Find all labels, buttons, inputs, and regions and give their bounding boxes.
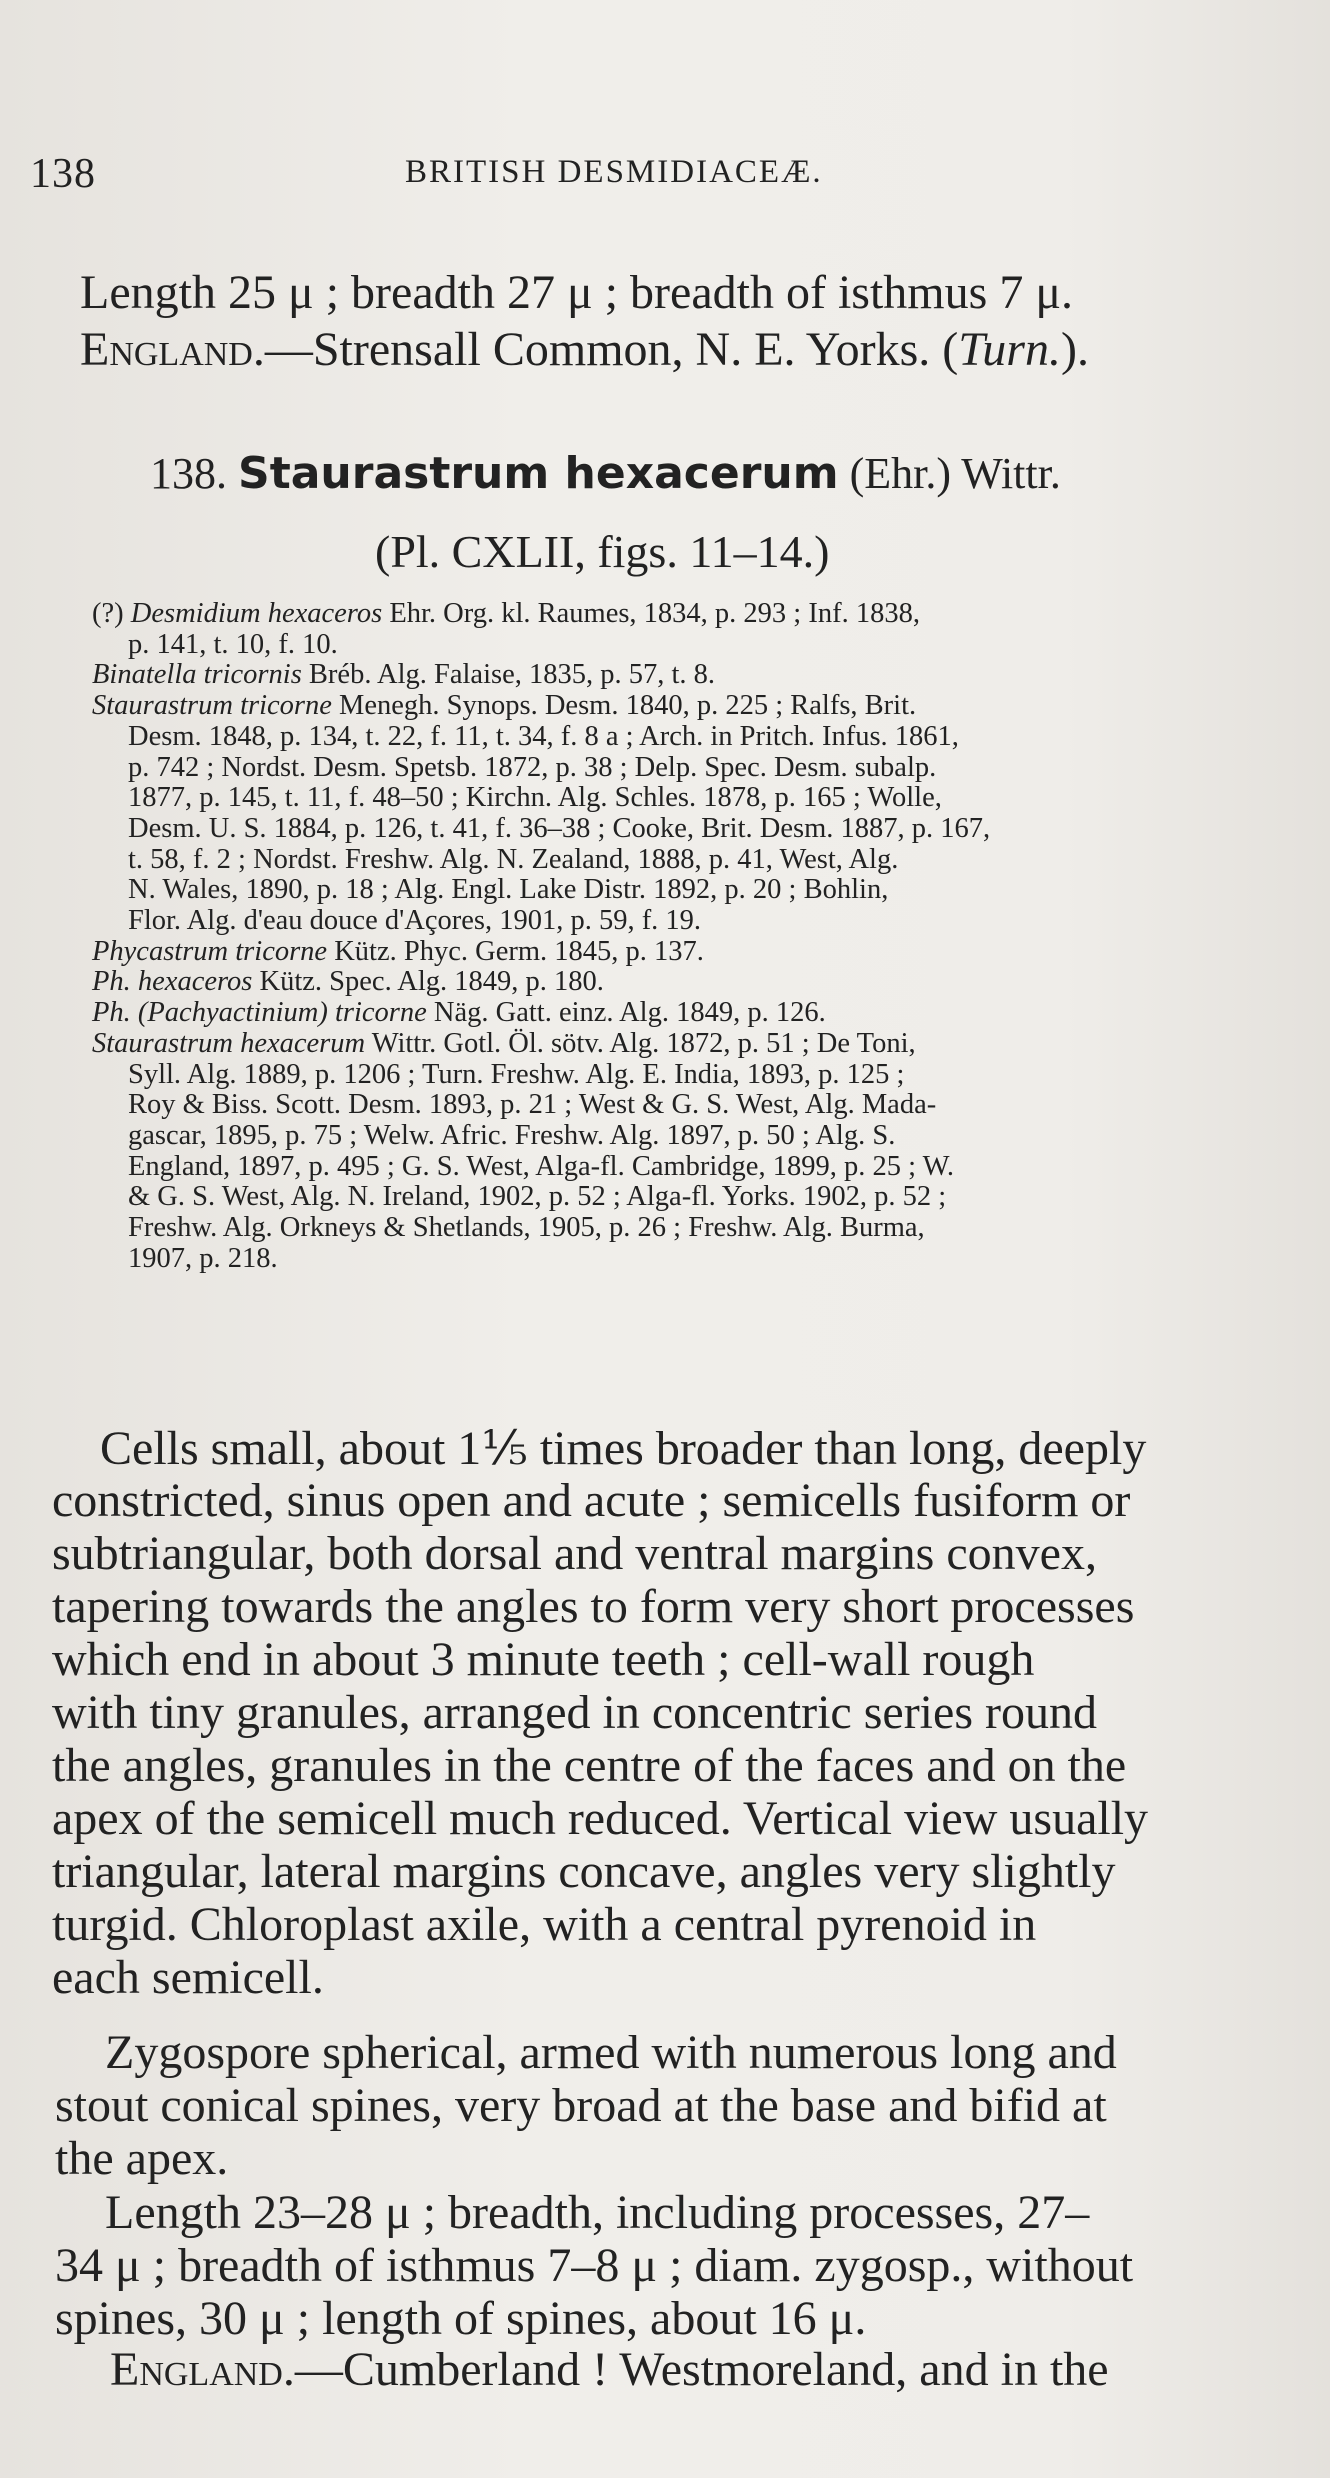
synonymy-line: 1907, p. 218. [128, 1242, 278, 1274]
synonymy-prefix: (?) [92, 598, 131, 629]
synonymy-line: N. Wales, 1890, p. 18 ; Alg. Engl. Lake Distr. 1892, p. 20 ; Bohlin, [128, 874, 889, 906]
synonymy-citation: Wittr. Gotl. Öl. sötv. Alg. 1872, p. 51 ; De Toni, [365, 1027, 916, 1059]
synonymy-line: 1877, p. 145, t. 11, f. 48–50 ; Kirchn. Alg. Schles. 1878, p. 165 ; Wolle, [128, 782, 942, 814]
species-number: 138. [150, 449, 227, 498]
synonym-name: Desmidium hexaceros [130, 598, 383, 629]
synonymy-citation: Ehr. Org. kl. Raumes, 1834, p. 293 ; Inf. 1838, [382, 598, 920, 629]
synonym-name: Ph. hexaceros [92, 966, 253, 998]
species-heading [150, 448, 1061, 499]
synonymy-line: p. 141, t. 10, f. 10. [128, 628, 338, 660]
text-line: subtriangular, both dorsal and ventral margins convex, [52, 1527, 1097, 1580]
text-line: Zygospore spherical, armed with numerous long and [105, 2026, 1117, 2079]
synonymy-line: Roy & Biss. Scott. Desm. 1893, p. 21 ; West & G. S. West, Alg. Mada- [128, 1089, 937, 1121]
text-line: constricted, sinus open and acute ; semicells fusiform or [52, 1474, 1131, 1527]
text-line: Cells small, about 1⅕ times broader than long, deeply [100, 1422, 1147, 1475]
text-line: turgid. Chloroplast axile, with a central pyrenoid in [52, 1898, 1037, 1951]
synonymy-line: Desm. 1848, p. 134, t. 22, f. 11, t. 34, f. 8 a ; Arch. in Pritch. Infus. 1861, [128, 720, 959, 752]
synonymy-citation: Kütz. Spec. Alg. 1849, p. 180. [252, 966, 604, 998]
text-line: spines, 30 μ ; length of spines, about 16 μ. [55, 2292, 867, 2345]
synonymy-line [92, 936, 704, 968]
synonymy-citation: Menegh. Synops. Desm. 1840, p. 225 ; Ralfs, Brit. [331, 690, 917, 722]
prev-entry-locality [80, 322, 1089, 377]
text-line: which end in about 3 minute teeth ; cell-wall rough [52, 1633, 1035, 1686]
text-line: apex of the semicell much reduced. Vertical view usually [52, 1792, 1149, 1845]
text-line: Length 23–28 μ ; breadth, including processes, 27– [105, 2186, 1090, 2239]
text-line: 34 μ ; breadth of isthmus 7–8 μ ; diam. zygosp., without [55, 2239, 1134, 2292]
synonymy-line: gascar, 1895, p. 75 ; Welw. Afric. Freshw. Alg. 1897, p. 50 ; Alg. S. [128, 1119, 896, 1151]
distribution-label: England. [110, 2343, 295, 2396]
synonymy-line [92, 1028, 916, 1060]
text-line: tapering towards the angles to form very short processes [52, 1580, 1135, 1633]
synonym-name: Ph. (Pachyactinium) tricorne [92, 997, 427, 1029]
synonymy-line [92, 966, 604, 998]
synonymy-line: p. 742 ; Nordst. Desm. Spetsb. 1872, p. 38 ; Delp. Spec. Desm. subalp. [128, 751, 937, 783]
synonym-name: Staurastrum hexacerum [92, 1027, 366, 1059]
page-number: 138 [30, 151, 96, 197]
synonymy-line: t. 58, f. 2 ; Nordst. Freshw. Alg. N. Zealand, 1888, p. 41, West, Alg. [128, 843, 899, 875]
synonymy-line: Flor. Alg. d'eau douce d'Açores, 1901, p. 59, f. 19. [128, 905, 702, 936]
synonymy-line [92, 598, 920, 630]
synonym-name: Staurastrum tricorne [92, 690, 332, 722]
synonymy-line: & G. S. West, Alg. N. Ireland, 1902, p. 52 ; Alga-fl. Yorks. 1902, p. 52 ; [128, 1181, 947, 1213]
species-authority: (Ehr.) Wittr. [849, 449, 1061, 498]
synonym-name: Binatella tricornis [92, 659, 302, 691]
locality-author: Turn. [958, 323, 1061, 376]
text-line: with tiny granules, arranged in concentric series round [52, 1686, 1097, 1739]
prev-entry-dimensions: Length 25 μ ; breadth 27 μ ; breadth of isthmus 7 μ. [80, 266, 1074, 319]
synonymy-line: Syll. Alg. 1889, p. 1206 ; Turn. Freshw. Alg. E. India, 1893, p. 125 ; [128, 1058, 905, 1090]
synonymy-line [92, 659, 715, 691]
distribution-text: —Cumberland ! Westmoreland, and in the [294, 2343, 1109, 2396]
running-title: BRITISH DESMIDIACEÆ. [405, 154, 823, 190]
synonymy-citation: Kütz. Phyc. Germ. 1845, p. 137. [327, 935, 704, 967]
synonymy-line: Desm. U. S. 1884, p. 126, t. 41, f. 36–38 ; Cooke, Brit. Desm. 1887, p. 167, [128, 812, 991, 844]
plate-reference: (Pl. CXLII, figs. 11–14.) [375, 526, 830, 577]
synonymy-line: Freshw. Alg. Orkneys & Shetlands, 1905, p. 26 ; Freshw. Alg. Burma, [128, 1212, 925, 1243]
locality-label: England. [80, 323, 265, 376]
synonym-name: Phycastrum tricorne [92, 935, 328, 967]
synonymy-line [92, 997, 826, 1029]
text-line: stout conical spines, very broad at the base and bifid at [55, 2079, 1107, 2132]
text-line: each semicell. [52, 1951, 324, 2004]
text-line: the apex. [55, 2132, 229, 2185]
synonymy-citation: Bréb. Alg. Falaise, 1835, p. 57, t. 8. [301, 659, 716, 691]
synonymy-line: England, 1897, p. 495 ; G. S. West, Alga-fl. Cambridge, 1899, p. 25 ; W. [128, 1150, 955, 1182]
text-line: triangular, lateral margins concave, angles very slightly [52, 1845, 1116, 1898]
synonymy-citation: Näg. Gatt. einz. Alg. 1849, p. 126. [426, 997, 826, 1029]
species-name: Staurastrum hexacerum [238, 448, 839, 499]
synonymy-line [92, 690, 916, 722]
locality-end: ). [1060, 323, 1089, 376]
text-line: the angles, granules in the centre of the faces and on the [52, 1739, 1127, 1792]
distribution-line [110, 2342, 1109, 2397]
locality-text: —Strensall Common, N. E. Yorks. ( [264, 323, 959, 376]
